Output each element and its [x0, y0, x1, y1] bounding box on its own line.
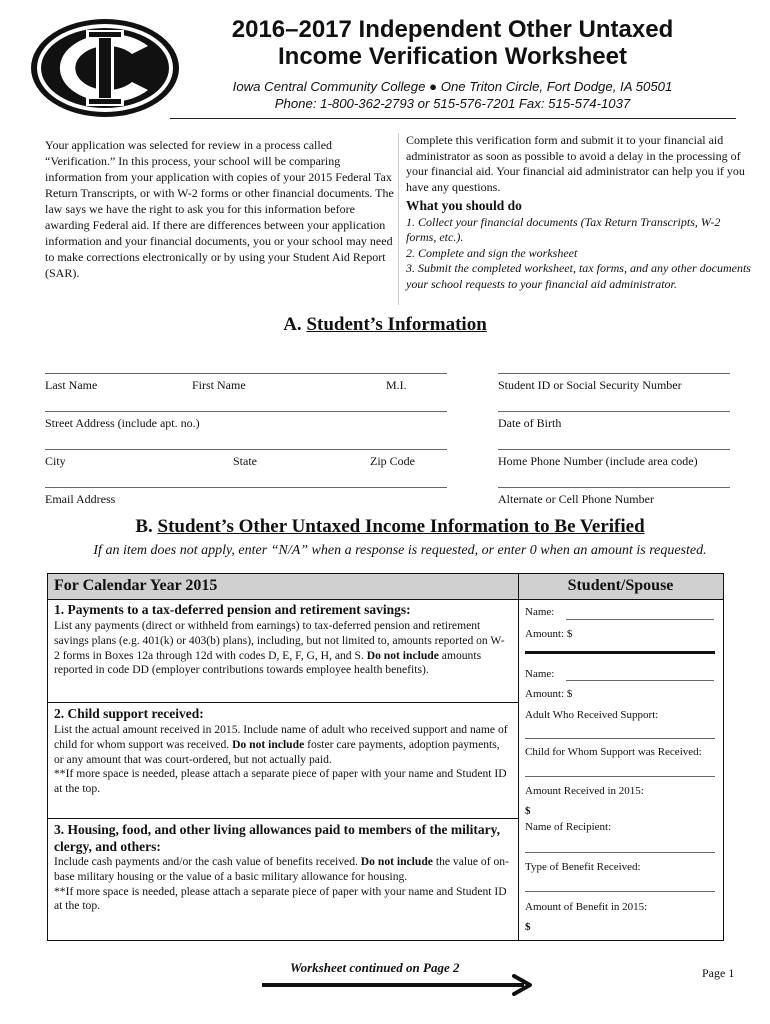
- q1-name-2-label: Name:: [525, 668, 555, 680]
- name-line[interactable]: [45, 373, 447, 374]
- page-number: Page 1: [702, 966, 735, 980]
- iowa-central-logo: [28, 16, 182, 120]
- email-label: Email Address: [45, 492, 116, 506]
- dob-line[interactable]: [498, 411, 730, 412]
- section-b-title: Student’s Other Untaxed Income Information to Be Verified: [157, 516, 645, 537]
- intro-text: Your application was selected for review in a process called “Verification.” In this process, your school will be comparing information from your application with copies of your 2015 Federal Tax Return Transcripts, or with W-2 forms or other financial documents. The law says we have the right to ask you for this information before awarding Federal aid. If there are differences between your application information and your financial documents, you or your school may need to make corrections electronically or by using your Student Aid Report (SAR).: [45, 138, 394, 280]
- step-3: 3. Submit the completed worksheet, tax forms, and any other documents your school requests to your financial aid administrator.: [406, 261, 751, 291]
- title-line-1: 2016–2017 Independent Other Untaxed: [231, 16, 674, 43]
- q1-amount-1-label: Amount: $: [525, 628, 573, 640]
- q1-body-b: amounts reported in code DD (employer contributions towards employee health benefits).: [54, 648, 482, 677]
- college-phone: Phone: 1-800-362-2793 or 515-576-7201 Fax: 515-574-1037: [274, 96, 631, 111]
- street-label: Street Address (include apt. no.): [45, 416, 200, 430]
- q1-body: [54, 619, 509, 678]
- q3-do-not-include: Do not include: [360, 855, 433, 868]
- q3-benefit-type-field[interactable]: [525, 891, 715, 892]
- home-phone-line[interactable]: [498, 449, 730, 450]
- email-line[interactable]: [45, 487, 447, 488]
- q2-child-label: Child for Whom Support was Received:: [525, 746, 702, 758]
- q3-benefit-type-label: Type of Benefit Received:: [525, 861, 641, 873]
- q3-amount-field[interactable]: $: [525, 921, 531, 933]
- q3-recipient-field[interactable]: [525, 852, 715, 853]
- step-2: 2. Complete and sign the worksheet: [406, 245, 578, 260]
- q1-name-1-field[interactable]: [566, 619, 714, 620]
- home-phone-label: Home Phone Number (include area code): [498, 454, 698, 468]
- q3-recipient-label: Name of Recipient:: [525, 821, 612, 833]
- section-a-heading: [0, 314, 770, 336]
- section-a-letter: A.: [283, 314, 302, 335]
- q2-title: 2. Child support received:: [54, 706, 204, 721]
- student-id-line[interactable]: [498, 373, 730, 374]
- q1-do-not-include: Do not include: [366, 648, 439, 662]
- section-b-heading: [0, 516, 770, 538]
- header-rule: [170, 118, 736, 119]
- city-line[interactable]: [45, 449, 447, 450]
- q1-amount-2-label: Amount: $: [525, 688, 573, 700]
- q3-body-c: **If more space is needed, please attach a separate piece of paper with your name and Student ID at the top.: [54, 884, 507, 913]
- continued-note: Worksheet continued on Page 2: [290, 960, 460, 975]
- mi-label: M.I.: [386, 378, 407, 392]
- q1-name-2-field[interactable]: [566, 680, 714, 681]
- q2-adult-field[interactable]: [525, 738, 715, 739]
- table-header: [48, 574, 723, 600]
- q2-body-b: foster care payments, adoption payments, or any amount that was court-ordered, but not actually paid.: [54, 737, 500, 766]
- alt-phone-line[interactable]: [498, 487, 730, 488]
- student-spouse-header: Student/Spouse: [567, 577, 674, 594]
- q1-body-a: List any payments (direct or withheld from earnings) to tax-deferred pension and retirement savings plans (e.g. 401(k) or 403(b) plans), including, but not limited to, amounts reported on W-2 forms in Boxes 12a through 12d with codes D, E, F, G, H, and S.: [54, 619, 505, 662]
- section-b-letter: B.: [135, 516, 153, 537]
- calendar-year-header: For Calendar Year 2015: [54, 577, 218, 594]
- q3-body-a: Include cash payments and/or the cash value of benefits received.: [54, 855, 358, 868]
- q2-amount-field[interactable]: $: [525, 805, 531, 817]
- q3-amount-label: Amount of Benefit in 2015:: [525, 901, 648, 913]
- instructions-box: [398, 133, 751, 305]
- q2-adult-label: Adult Who Received Support:: [525, 709, 659, 721]
- arrow-right-icon: [262, 974, 540, 996]
- city-label: City: [45, 454, 66, 468]
- q2-amount-label: Amount Received in 2015:: [525, 785, 644, 797]
- last-name-label: Last Name: [45, 378, 98, 392]
- row-divider-1: [48, 702, 518, 703]
- q2-do-not-include: Do not include: [232, 737, 305, 751]
- q2-body: [54, 723, 509, 797]
- q3-body-b: the value of on-base military housing or the value of a basic military allowance for housing.: [54, 855, 509, 883]
- row-divider-2: [48, 818, 518, 819]
- q3-title: 3. Housing, food, and other living allowances paid to members of the military, clergy, and others:: [54, 822, 501, 854]
- q2-body-c: **If more space is needed, please attach a separate piece of paper with your name and Student ID at the top.: [54, 767, 507, 796]
- first-name-label: First Name: [192, 378, 246, 392]
- section-b-note: If an item does not apply, enter “N/A” when a response is requested, or enter 0 when an amount is requested.: [93, 543, 707, 558]
- what-you-should-do-heading: What you should do: [406, 198, 522, 213]
- state-label: State: [233, 454, 257, 468]
- alt-phone-label: Alternate or Cell Phone Number: [498, 492, 654, 506]
- section-a-title: Student’s Information: [306, 314, 487, 335]
- q2-body-a: List the actual amount received in 2015. Include name of adult who received support and name of child for whom support was received.: [54, 723, 508, 751]
- instructions-text: Complete this verification form and submit it to your financial aid administrator as soon as possible to avoid a delay in the processing of your financial aid. Your financial aid administrator can help you if you have any questions.: [406, 133, 745, 194]
- title-line-2: Income Verification Worksheet: [278, 43, 627, 70]
- untaxed-income-table: [47, 573, 724, 941]
- zip-label: Zip Code: [370, 454, 415, 468]
- q3-body: [54, 855, 509, 914]
- college-address: Iowa Central Community College ● One Triton Circle, Fort Dodge, IA 50501: [232, 79, 673, 94]
- step-1: 1. Collect your financial documents (Tax Return Transcripts, W-2 forms, etc.).: [406, 214, 721, 244]
- column-divider: [518, 574, 519, 940]
- q1-amount-1-field[interactable]: [525, 651, 715, 654]
- dob-label: Date of Birth: [498, 416, 562, 430]
- q2-child-field[interactable]: [525, 776, 715, 777]
- q1-title: 1. Payments to a tax-deferred pension and retirement savings:: [54, 602, 411, 617]
- q1-name-1-label: Name:: [525, 606, 555, 618]
- street-line[interactable]: [45, 411, 447, 412]
- student-id-label: Student ID or Social Security Number: [498, 378, 682, 392]
- worksheet-title: [170, 16, 735, 70]
